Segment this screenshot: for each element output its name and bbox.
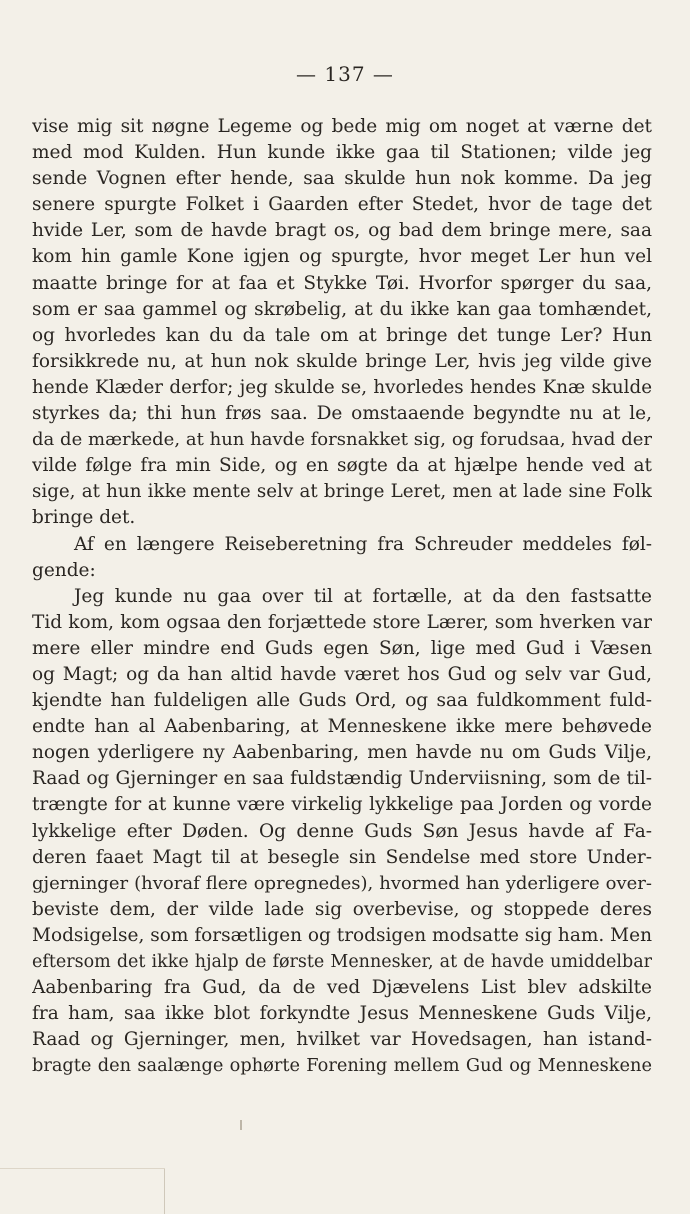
text-line: gende: (32, 559, 96, 581)
page-edge (0, 1168, 165, 1169)
text-line: Aabenbaring fra Gud, da de ved Djævelens List blev adskilte (32, 977, 652, 999)
text-line: med mod Kulden. Hun kunde ikke gaa til Stationen; vilde jeg (32, 142, 652, 164)
text-line: fra ham, saa ikke blot forkyndte Jesus Menneskene Guds Vilje, (32, 1003, 652, 1025)
text-line: Tid kom, kom ogsaa den forjættede store Lærer, som hverken var (32, 611, 652, 633)
text-line: hvide Ler, som de havde bragt os, og bad dem bringe mere, saa (32, 220, 652, 242)
text-line: bragte den saalænge ophørte Forening mellem Gud og Menneskene (32, 1056, 652, 1077)
text-line: styrkes da; thi hun frøs saa. De omstaaende begyndte nu at le, (32, 403, 652, 425)
text-line: endte han al Aabenbaring, at Menneskene ikke mere behøvede (32, 716, 652, 738)
text-line: Modsigelse, som forsætligen og trodsigen modsatte sig ham. Men (32, 924, 652, 946)
page-edge (164, 1168, 165, 1214)
text-line: maatte bringe for at faa et Stykke Tøi. Hvorfor spørger du saa, (32, 272, 652, 294)
paragraph (32, 114, 652, 532)
text-line: sige, at hun ikke mente selv at bringe Leret, men at lade sine Folk (32, 481, 652, 503)
text-line: senere spurgte Folket i Gaarden efter Stedet, hvor de tage det (32, 194, 652, 216)
text-line: og hvorledes kan du da tale om at bringe det tunge Ler? Hun (32, 324, 652, 346)
text-line: eftersom det ikke hjalp de første Mennesker, at de havde umiddelbar (32, 952, 652, 972)
page-number: — 137 — (296, 62, 394, 86)
text-line: Jeg kunde nu gaa over til at fortælle, at da den fastsatte (74, 585, 652, 607)
text-line: beviste dem, der vilde lade sig overbevise, og stoppede deres (32, 898, 652, 920)
text-line: nogen yderligere ny Aabenbaring, men havde nu om Guds Vilje, (32, 742, 652, 764)
paragraph (32, 584, 652, 1080)
text-line: da de mærkede, at hun havde forsnakket sig, og forudsaa, hvad der (32, 429, 652, 451)
text-line: vilde følge fra min Side, og en søgte da at hjælpe hende ved at (32, 455, 652, 477)
text-line: bringe det. (32, 507, 136, 529)
text-line: Raad og Gjerninger en saa fuldstændig Underviisning, som de til- (32, 768, 652, 790)
text-line: og Magt; og da han altid havde været hos Gud og selv var Gud, (32, 663, 652, 685)
text-line: forsikkrede nu, at hun nok skulde bringe Ler, hvis jeg vilde give (32, 350, 652, 372)
text-line: mere eller mindre end Guds egen Søn, lige med Gud i Væsen (32, 637, 652, 659)
paragraph (32, 532, 652, 584)
body-text (32, 114, 652, 1079)
text-line: Af en længere Reiseberetning fra Schreuder meddeles føl- (74, 533, 652, 555)
text-line: deren faaet Magt til at besegle sin Sendelse med store Under- (32, 846, 652, 868)
text-line: trængte for at kunne være virkelig lykkelige paa Jorden og vorde (32, 794, 652, 816)
text-line: hende Klæder derfor; jeg skulde se, hvorledes hendes Knæ skulde (32, 376, 652, 398)
text-line: kom hin gamle Kone igjen og spurgte, hvor meget Ler hun vel (32, 246, 652, 268)
text-line: sende Vognen efter hende, saa skulde hun nok komme. Da jeg (32, 168, 652, 190)
text-line: lykkelige efter Døden. Og denne Guds Søn Jesus havde af Fa- (32, 820, 652, 842)
text-line: vise mig sit nøgne Legeme og bede mig om noget at værne det (32, 116, 652, 137)
print-mark (240, 1120, 242, 1130)
text-line: gjerninger (hvoraf flere opregnedes), hvormed han yderligere over- (32, 872, 652, 894)
text-line: som er saa gammel og skrøbelig, at du ikke kan gaa tomhændet, (32, 298, 652, 320)
text-line: Raad og Gjerninger, men, hvilket var Hovedsagen, han istand- (32, 1029, 652, 1051)
text-line: kjendte han fuldeligen alle Guds Ord, og saa fuldkomment fuld- (32, 690, 652, 712)
